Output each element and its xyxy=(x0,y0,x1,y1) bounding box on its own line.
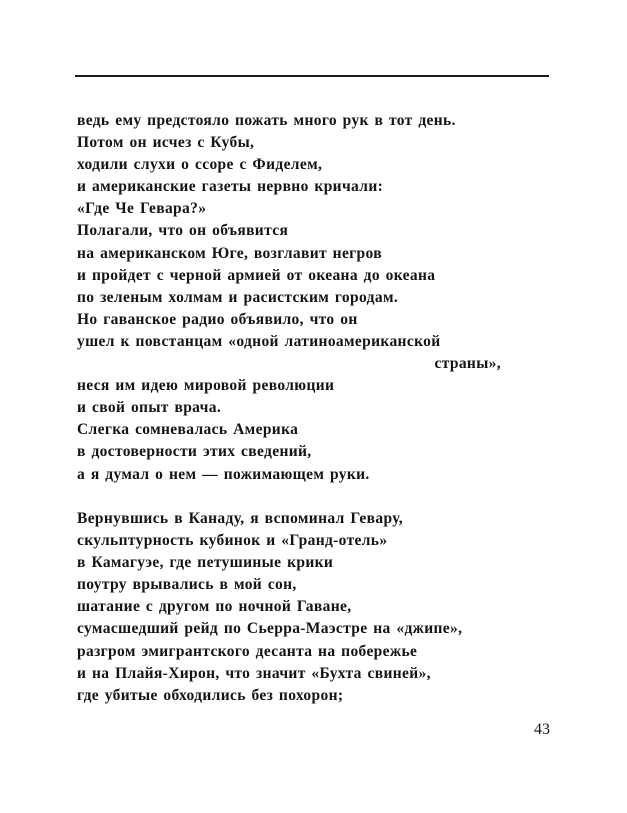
poem-line: Полагали, что он объявится xyxy=(77,222,289,240)
poem-line: и американские газеты нервно кричали: xyxy=(77,178,384,196)
stanza-2 xyxy=(77,508,462,707)
poem-line: на американском Юге, возглавит негров xyxy=(77,244,382,262)
poem-line: неся им идею мировой революции xyxy=(77,377,335,395)
poem-line: ходили слухи о ссоре с Фиделем, xyxy=(77,156,323,174)
stanza-1 xyxy=(77,110,501,486)
poem-line: где убитые обходились без похорон; xyxy=(77,686,344,704)
poem-line: и на Плайя-Хирон, что значит «Бухта свиней», xyxy=(77,664,431,682)
poem-line: поутру врывались в мой сон, xyxy=(77,576,297,594)
poem-line: Слегка сомневалась Америка xyxy=(77,421,299,439)
header-rule xyxy=(75,75,549,77)
poem-line: в достоверности этих сведений, xyxy=(77,443,312,461)
page-number: 43 xyxy=(534,721,550,738)
poem-line: скульптурность кубинок и «Гранд-отель» xyxy=(77,532,388,550)
poem-line: «Где Че Гевара?» xyxy=(77,200,207,218)
poem-line: Но гаванское радио объявило, что он xyxy=(77,310,358,328)
poem-line: а я думал о нем — пожимающем руки. xyxy=(77,465,370,483)
poem-line: и свой опыт врача. xyxy=(77,399,222,417)
poem-line: и пройдет с черной армией от океана до океана xyxy=(77,266,436,284)
poem-line: Потом он исчез с Кубы, xyxy=(77,134,255,152)
poem-line: в Камагуэе, где петушиные крики xyxy=(77,554,334,572)
poem-line: Вернувшись в Канаду, я вспоминал Гевару, xyxy=(77,510,403,527)
poem-line: разгром эмигрантского десанта на побережье xyxy=(77,642,418,660)
poem-line: ведь ему предстояло пожать много рук в тот день. xyxy=(77,112,456,129)
poem-line: по зеленым холмам и расистским городам. xyxy=(77,288,399,306)
poem-line-continuation: страны», xyxy=(434,355,501,373)
poem-line: сумасшедший рейд по Сьерра-Маэстре на «джипе», xyxy=(77,620,463,638)
poem-line: шатание с другом по ночной Гаване, xyxy=(77,598,352,616)
poem-line: ушел к повстанцам «одной латиноамериканской xyxy=(77,332,441,350)
